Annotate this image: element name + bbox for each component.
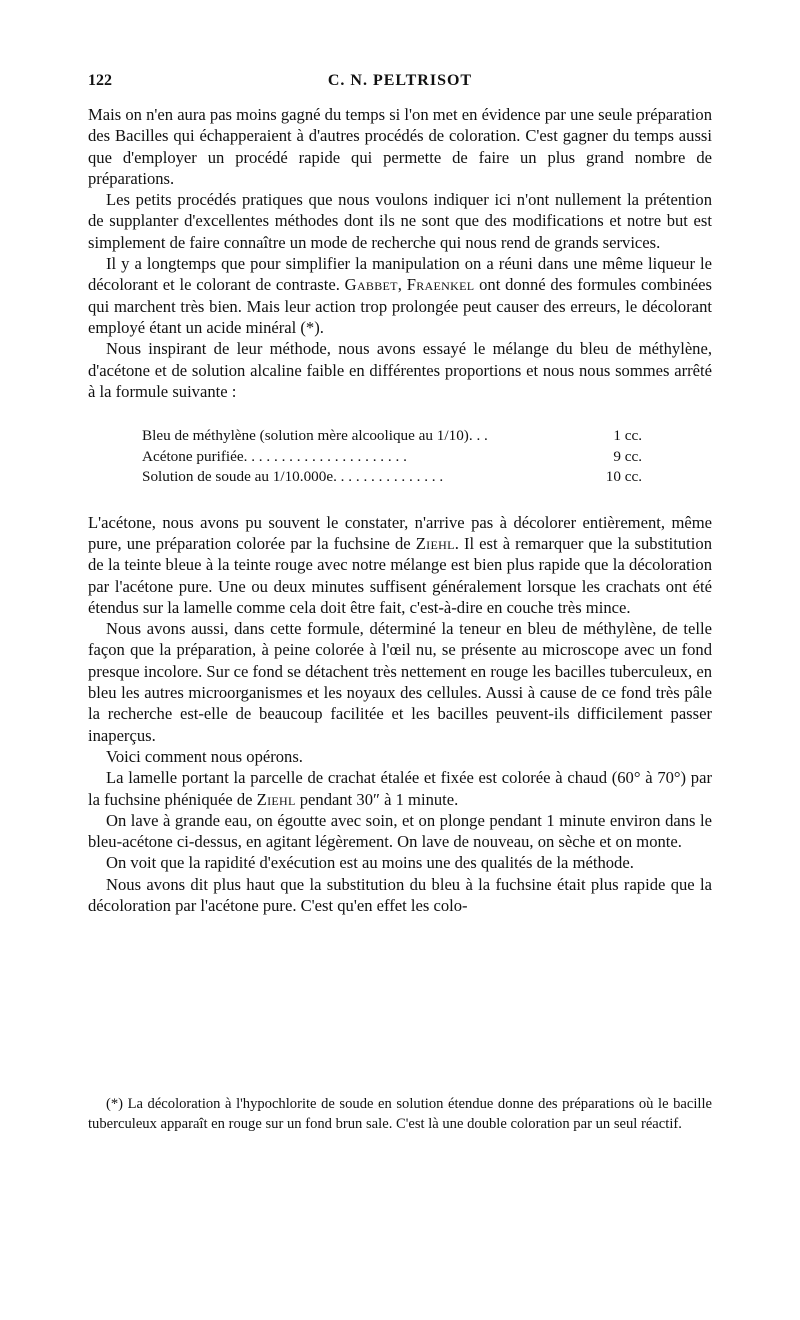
- text-run: pendant 30″ à 1 minute.: [295, 789, 459, 809]
- running-title: C. N. PELTRISOT: [327, 72, 473, 89]
- formula-row: [142, 467, 642, 488]
- formula-quantity: 10 cc.: [605, 468, 642, 486]
- paragraph: [88, 253, 712, 338]
- author-name-fraenkel: Fraenkel: [406, 275, 475, 295]
- paragraph: On voit que la rapidité d'exécution est au moins une des qualités de la méthode.: [106, 853, 634, 873]
- formula-ingredient: Bleu de méthylène (solution mère alcoolique au 1/10). . .: [142, 427, 488, 445]
- author-name-ziehl: Ziehl: [256, 789, 296, 809]
- text-run: Il y a longtemps que pour simplifier la manipulation on a réuni dans une même liqueur le décolorant et le colorant de contraste.: [88, 254, 712, 295]
- footnote-text: (*) La décoloration à l'hypochlorite de soude en solution étendue donne des préparations où le bacille tuberculeux apparaît en rouge sur un fond brun sale. C'est là une double coloration par un seul réactif.: [88, 1096, 712, 1132]
- author-name-gabbet: Gabbet: [344, 275, 398, 295]
- formula-row: [142, 426, 642, 447]
- paragraph: Voici comment nous opérons.: [106, 746, 303, 766]
- paragraph: Mais on n'en aura pas moins gagné du temps si l'on met en évidence par une seule préparation des Bacilles qui échapperaient à d'autres procédés de coloration. C'est gagner du temps aussi que d'employer un procédé rapide qui permette de faire un plus grand nombre de préparations.: [88, 105, 712, 188]
- author-name-ziehl: Ziehl: [415, 533, 455, 553]
- text-run: L'acétone, nous avons pu souvent le constater, n'arrive pas à décolorer entièrement, même pure, une préparation colorée par la fuchsine de: [88, 512, 712, 553]
- text-run: . Il est à remarquer que la substitution de la teinte bleue à la teinte rouge avec notre mélange est bien plus rapide que la décoloration par l'acétone pure. Une ou deux minutes suffisent généralement lorsque les crachats ont été étendus sur la lamelle comme cela doit être fait, c'est-à-dire en couche très mince.: [88, 533, 712, 617]
- paragraph: Les petits procédés pratiques que nous voulons indiquer ici n'ont nullement la prétention de supplanter d'excellentes méthodes dont ils ne sont que des modifications et notre but est simplement de faire connaître un mode de recherche qui nous rend de grands services.: [88, 190, 712, 252]
- paragraph: Nous avons aussi, dans cette formule, déterminé la teneur en bleu de méthylène, de telle façon que la préparation, à peine colorée à l'œil nu, se présente au microscope avec un fond presque incolore. Sur ce fond se détachent très nettement en rouge les bacilles tuberculeux, en bleu les autres microorganismes et les noyaux des cellules. Aussi à cause de ce fond très pâle la recherche est-elle de beaucoup facilitée et les bacilles peuvent-ils difficilement passer inaperçus.: [88, 619, 712, 745]
- paragraph: [88, 512, 712, 618]
- formula-quantity: 1 cc.: [613, 427, 642, 445]
- paragraph: On lave à grande eau, on égoutte avec soin, et on plonge pendant 1 minute environ dans le bleu-acétone ci-dessus, en agitant légèrement. On lave de nouveau, on sèche et on monte.: [88, 810, 712, 852]
- text-run: ,: [397, 275, 407, 295]
- formula-row: [142, 447, 642, 468]
- text-run: La lamelle portant la parcelle de crachat étalée et fixée est colorée à chaud (60° à 70°) par la fuchsine phéniquée de: [88, 768, 712, 809]
- formula-quantity: 9 cc.: [613, 447, 642, 465]
- text-run: ont donné des formules combinées qui marchent très bien. Mais leur action trop prolongée peut causer des erreurs, le décolorant employé étant un acide minéral (*).: [88, 275, 712, 337]
- formula-ingredient: Solution de soude au 1/10.000e. . . . . . . . . . . . . . .: [142, 468, 444, 486]
- body-text: [88, 104, 712, 916]
- footnote: [88, 1094, 712, 1134]
- paragraph: [88, 767, 712, 810]
- page-number: 122: [88, 72, 112, 89]
- paragraph: Nous inspirant de leur méthode, nous avons essayé le mélange du bleu de méthylène, d'acétone et de solution alcaline faible en différentes proportions et nous nous sommes arrêté à la formule suivante :: [88, 339, 712, 401]
- formula-table: [142, 426, 642, 488]
- paragraph: Nous avons dit plus haut que la substitution du bleu à la fuchsine était plus rapide que la décoloration par l'acétone pure. C'est qu'en effet les colo-: [88, 874, 712, 915]
- formula-ingredient: Acétone purifiée. . . . . . . . . . . . . . . . . . . . . .: [142, 447, 407, 465]
- page-header: [88, 72, 712, 94]
